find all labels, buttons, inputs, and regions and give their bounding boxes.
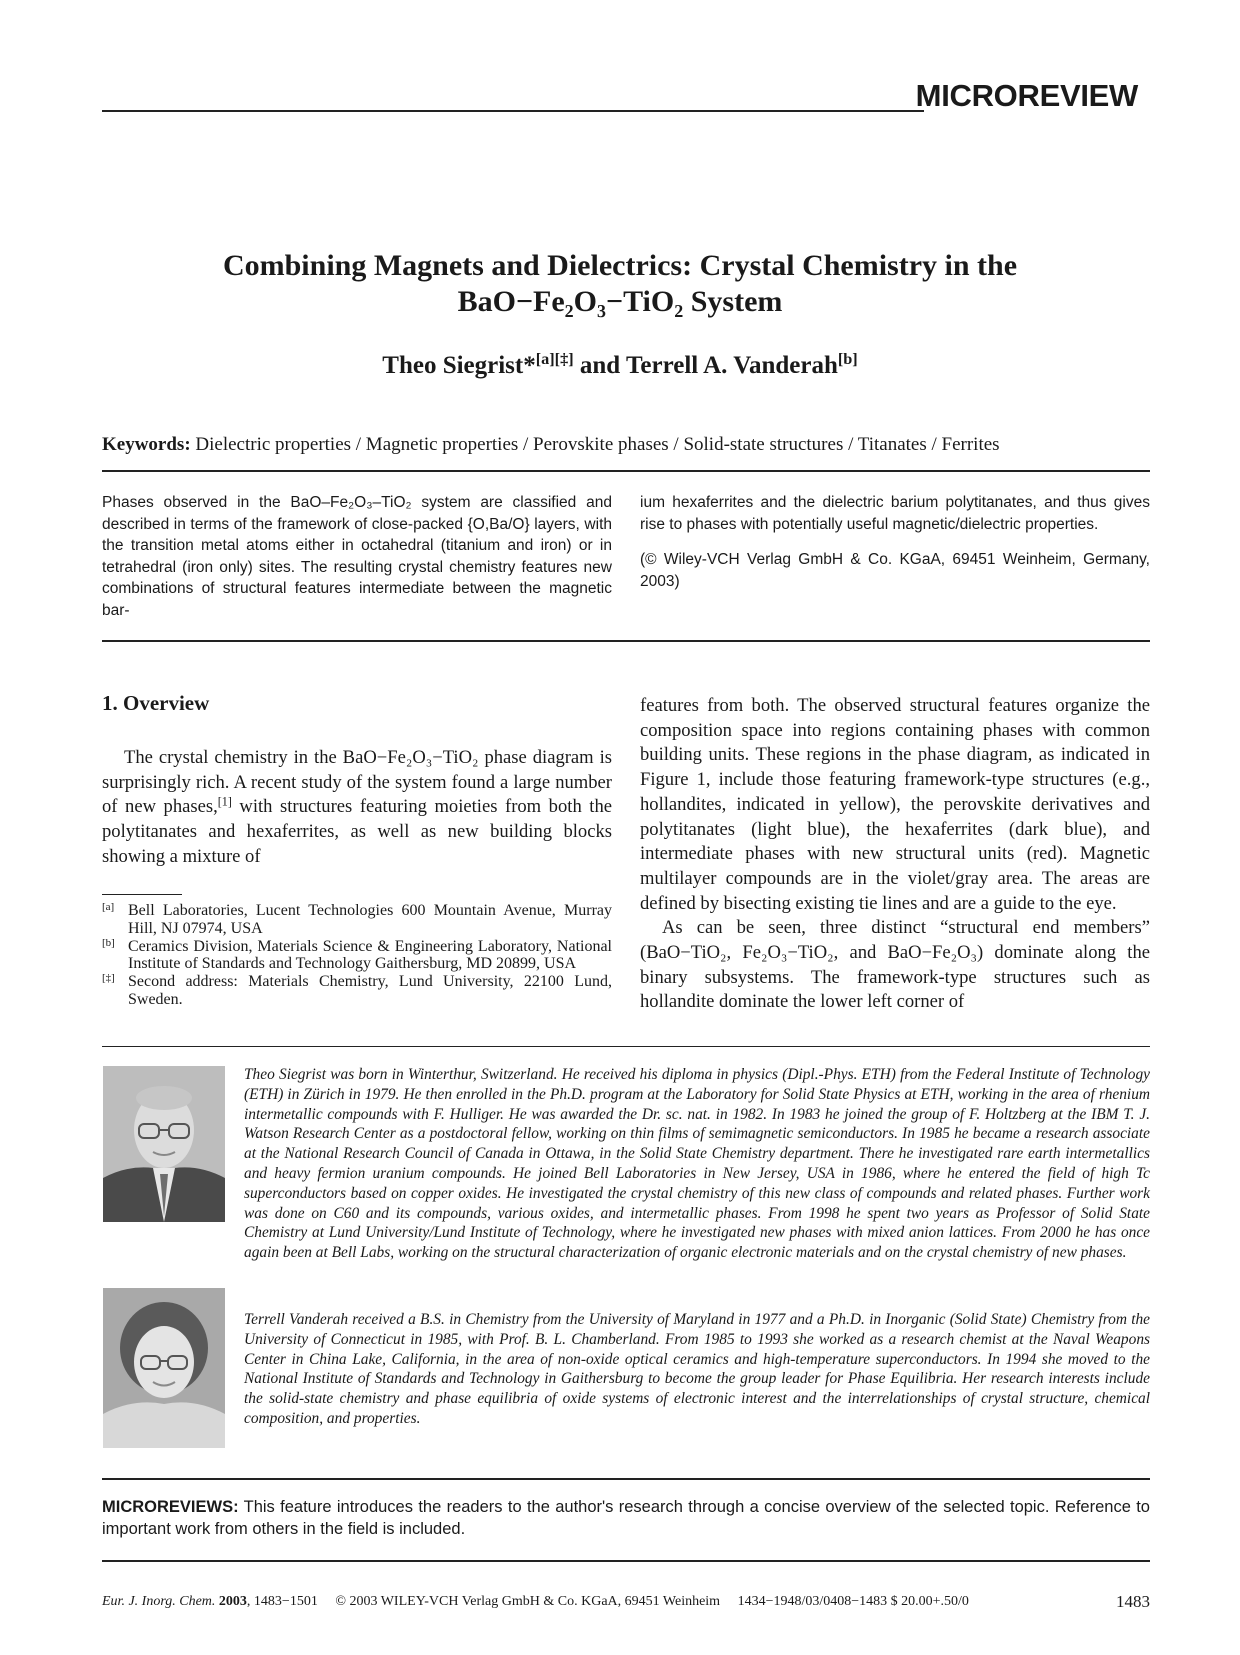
author-and: and xyxy=(579,352,621,379)
section-heading: 1. Overview xyxy=(102,691,210,715)
author-1: Theo Siegrist* xyxy=(382,352,536,379)
abstract-right-text: ium hexaferrites and the dielectric barium polytitanates, and thus gives rise to phases with potentially useful magnetic/dielectric properties. xyxy=(640,494,1150,533)
author-photo-siegrist xyxy=(103,1066,225,1222)
author-2-affiliation: [b] xyxy=(837,350,858,369)
header-rule xyxy=(102,110,924,112)
body-text: with structures featuring moieties from both the polytitanates and hexaferrites, as well as new building blocks showing a mixture of xyxy=(102,796,612,867)
portrait-image xyxy=(103,1288,225,1448)
issn: 1434−1948/03/0408−1483 $ 20.00+.50/0 xyxy=(737,1594,969,1609)
microreviews-note xyxy=(102,1496,1150,1540)
footnote-rule xyxy=(102,894,182,895)
page-number: 1483 xyxy=(1116,1592,1150,1611)
note-bottom-rule xyxy=(102,1560,1150,1562)
title-line-2: BaO−Fe₂O₃−TiO₂ System xyxy=(457,285,783,318)
note-text: This feature introduces the readers to the author's research through a concise overview of the selected topic. Reference to important work from others in the field is included. xyxy=(102,1498,1150,1538)
keywords-rule xyxy=(102,470,1150,472)
footnote-text: Ceramics Division, Materials Science & Engineering Laboratory, National Institute of Standards and Technology Gaithersburg, MD 20899, USA xyxy=(128,937,612,973)
body-paragraph: As can be seen, three distinct “structural end members” (BaO−TiO₂, Fe₂O₃−TiO₂, and BaO−Fe₂O₃) dominate along the binary subsystems. The framework-type structures such as hollandite dominate the lower left corner of xyxy=(640,917,1150,1013)
footnote-text: Second address: Materials Chemistry, Lund University, 22100 Lund, Sweden. xyxy=(128,973,612,1008)
footnote xyxy=(102,973,612,1009)
bio-vanderah: Terrell Vanderah received a B.S. in Chemistry from the University of Maryland in 1977 and a Ph.D. in Inorganic (Solid State) Chemistry from the University of Connecticut in 1985, with Prof. B. L. Chamberland. From 1985 to 1993 she worked as a research chemist at the Naval Weapons Center in China Lake, California, in the area of non-oxide optical ceramics and high-temperature superconductors. In 1994 she moved to the National Institute of Standards and Technology in Gaithersburg to become the group leader for Phase Equilibria. Her research interests include the solid-state chemistry and phase equilibria of oxide systems of electronic interest and the interrelationships of crystal structure, chemical composition, and properties. xyxy=(244,1311,1150,1427)
abstract-rule xyxy=(102,640,1150,642)
abstract-left-text: Phases observed in the BaO–Fe₂O₃–TiO₂ system are classified and described in terms of the framework of close-packed {O,Ba/O} layers, with the transition metal atoms either in octahedral (titanium and iron) or in tetrahedral (iron only) sites. The resulting crystal chemistry features new combinations of structural features intermediate between the magnetic bar- xyxy=(102,494,612,619)
author-2: Terrell A. Vanderah xyxy=(626,352,838,379)
bio-siegrist: Theo Siegrist was born in Winterthur, Switzerland. He received his diploma in physics (Dipl.-Phys. ETH) from the Federal Institute of Technology (ETH) in Zürich in 1979. He then enrolled in the Ph.D. program at the Laboratory for Solid State Physics at ETH, working in the area of rhenium intermetallic compounds with F. Hulliger. He was awarded the Dr. sc. nat. in 1982. In 1983 he joined the group of F. Holtzberg at the IBM T. J. Watson Research Center as a postdoctoral fellow, working on thin films of semimagnetic semiconductors. In 1985 he became a research associate at the National Research Council of Canada in Ottawa, in the Solid State Chemistry department. There he investigated rare earth intermetallics and heavy fermion uranium compounds. He joined Bell Laboratories in New Jersey, USA in 1986, where he entered the field of high Tc superconductors based on copper oxides. He investigated the crystal chemistry of this new class of compounds and related phases. Further work was done on C60 and its compounds, various oxides, and intermetallic phases. From 1998 he spent two years as Professor of Solid State Chemistry at Lund University/Lund Institute of Technology, where he investigated new phases with mixed anion lattices. From 2000 he has once again been at Bell Labs, working on the structural characterization of organic electronic materials and on the crystal chemistry of new phases. xyxy=(244,1066,1150,1262)
page-footer xyxy=(102,1594,1150,1610)
note-top-rule xyxy=(102,1478,1150,1480)
author-photo-vanderah xyxy=(103,1288,225,1448)
keywords-text: Dielectric properties / Magnetic properties / Perovskite phases / Solid-state structures / Titanates / Ferrites xyxy=(195,434,1000,455)
body-left-column xyxy=(102,746,612,870)
citation: [1] xyxy=(217,794,232,809)
footnote-mark: [b] xyxy=(102,936,115,949)
body-right-column xyxy=(640,694,1150,1015)
footnote xyxy=(102,938,612,974)
section-label: MICROREVIEW xyxy=(915,78,1138,113)
body-text: The crystal chemistry in the BaO−Fe₂O₃−TiO₂ phase diagram is surprisingly rich. A recent study of the system found a large number of new phases, xyxy=(102,747,612,818)
keywords-label: Keywords: xyxy=(102,434,191,455)
footnote-mark: [‡] xyxy=(102,972,115,985)
copyright: © 2003 WILEY-VCH Verlag GmbH & Co. KGaA, 69451 Weinheim xyxy=(335,1594,721,1609)
abstract-left xyxy=(102,492,612,621)
footnotes xyxy=(102,902,612,1009)
footnote-mark: [a] xyxy=(102,901,115,913)
body-paragraph: features from both. The observed structural features organize the composition space into regions containing phases with common building units. These regions in the phase diagram, as indicated in Figure 1, include those featuring framework-type structures (e.g., hollandites, indicated in yellow), the perovskite derivatives and polytitanates (light blue), the hexaferrites (dark blue), and intermediate phases with new structural units (red). Magnetic multilayer compounds are in the violet/gray area. The areas are defined by bisecting existing tie lines and are a guide to the eye. xyxy=(640,695,1150,914)
journal-pages: , 1483−1501 xyxy=(246,1594,318,1609)
article-title xyxy=(140,248,1100,320)
journal-year: 2003 xyxy=(218,1594,247,1609)
footnote xyxy=(102,902,612,938)
footnote-text: Bell Laboratories, Lucent Technologies 600 Mountain Avenue, Murray Hill, NJ 07974, USA xyxy=(128,902,612,937)
portrait-image xyxy=(103,1066,225,1222)
body-paragraph xyxy=(102,746,612,870)
body-bottom-rule xyxy=(102,1046,1150,1047)
title-line-1: Combining Magnets and Dielectrics: Crystal Chemistry in the xyxy=(222,249,1018,282)
author-line xyxy=(140,352,1100,380)
note-label: MICROREVIEWS: xyxy=(102,1498,239,1516)
journal-name: Eur. J. Inorg. Chem. xyxy=(102,1594,216,1609)
author-1-affiliation: [a][‡] xyxy=(535,350,574,369)
abstract-right xyxy=(640,492,1150,592)
abstract-copyright: (© Wiley-VCH Verlag GmbH & Co. KGaA, 69451 Weinheim, Germany, 2003) xyxy=(640,551,1150,590)
keywords xyxy=(102,434,1142,456)
